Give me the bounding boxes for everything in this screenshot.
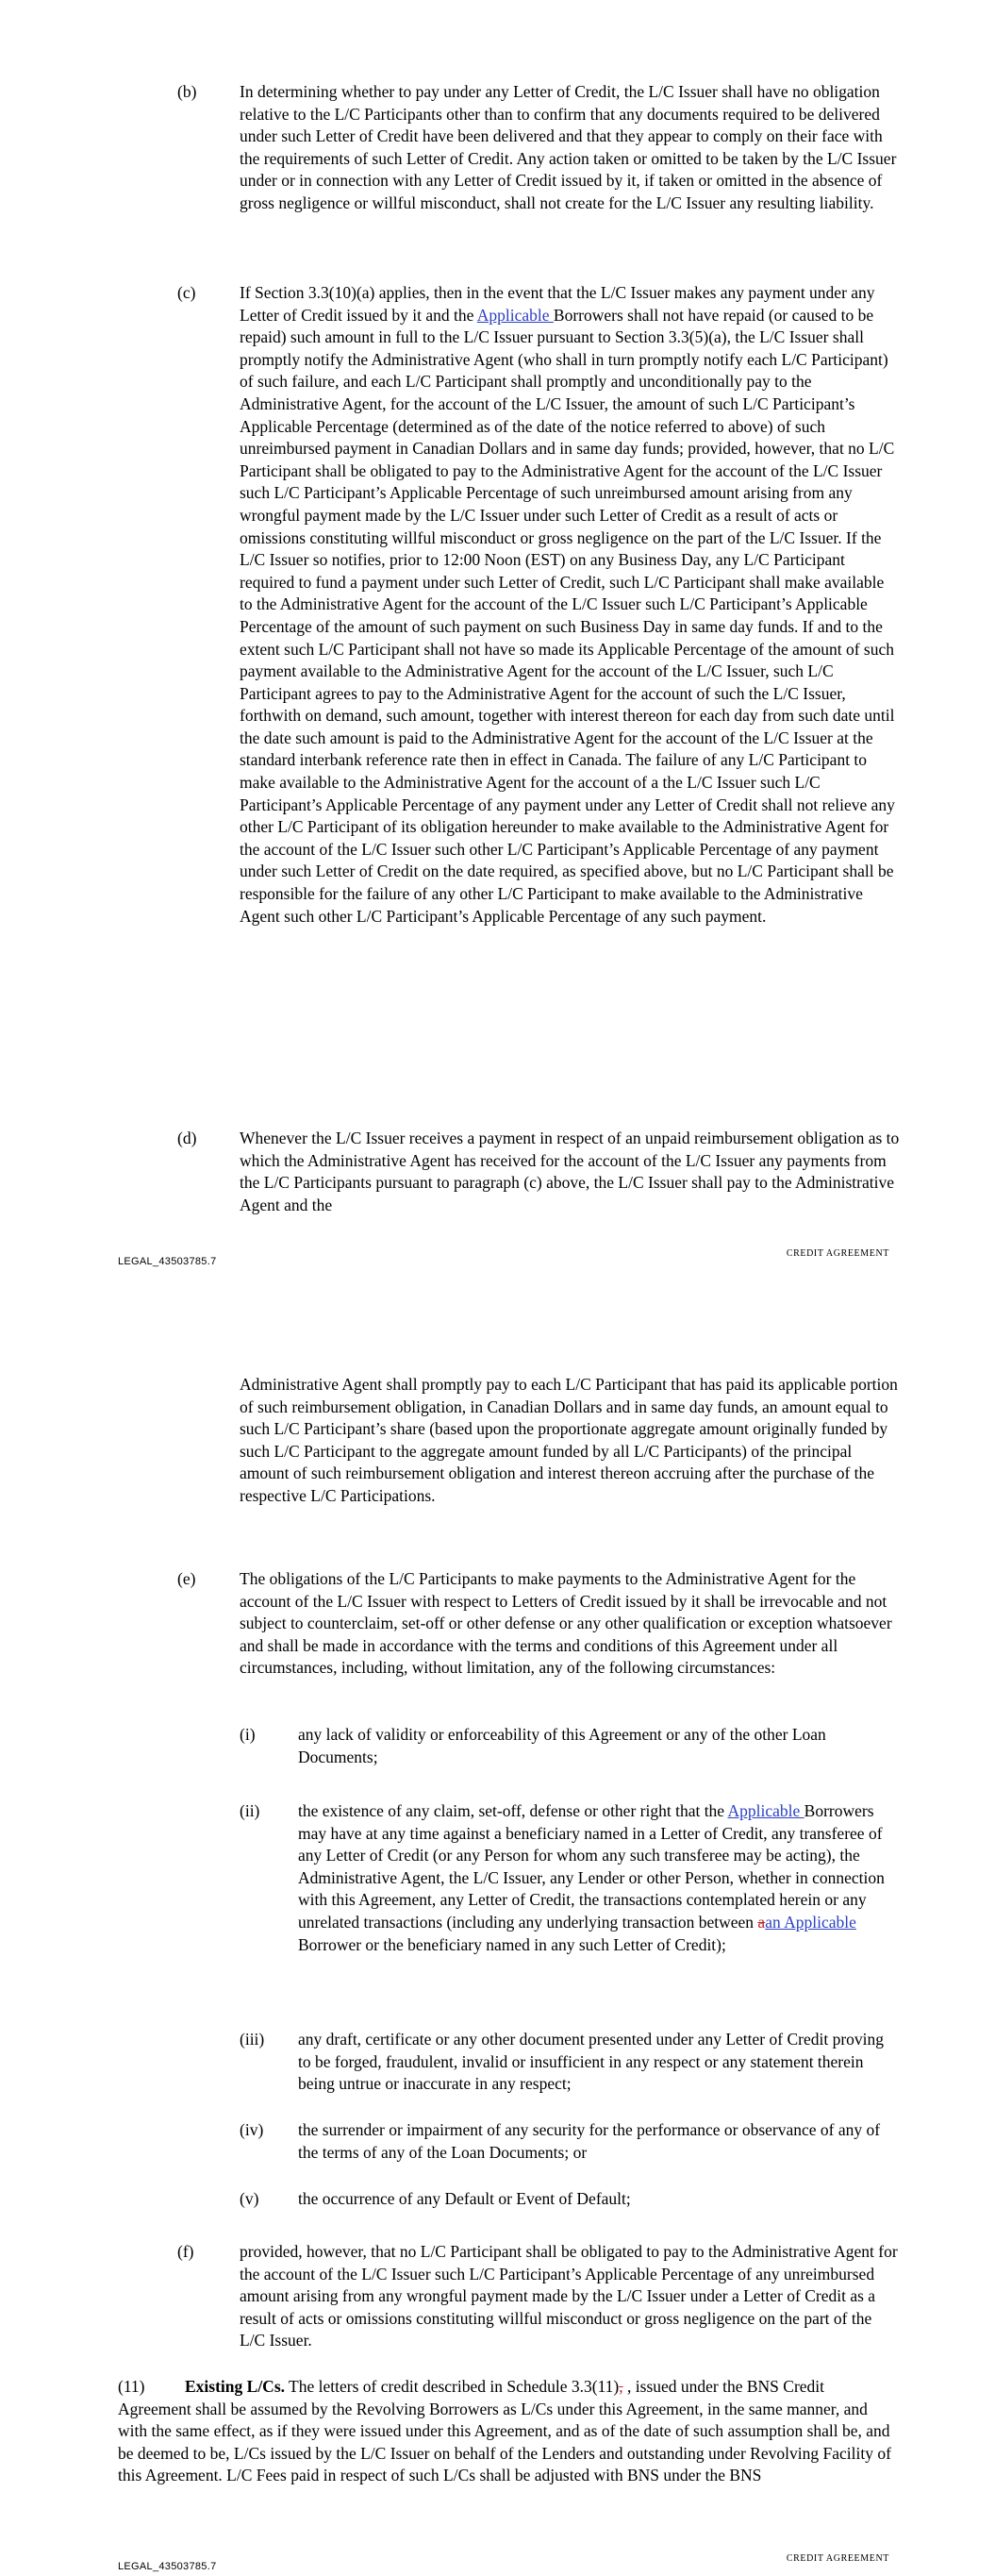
- item-iii-text: any draft, certificate or any other document presented under any Letter of Credit proving to be forged, fraudulent, invalid or insufficient in any respect or any statement therein being untrue or inaccurate in any respect;: [298, 2030, 885, 2094]
- deleted-text: ,: [619, 2377, 623, 2396]
- section-11-heading: Existing L/Cs.: [185, 2377, 285, 2396]
- item-i-label: (i): [240, 1725, 256, 1744]
- item-i-text: any lack of validity or enforceability of this Agreement or any of the other Loan Documents;: [298, 1725, 826, 1766]
- item-ii-text-after: Borrower or the beneficiary named in any such Letter of Credit);: [298, 1934, 726, 1954]
- footer-doc-id: LEGAL_43503785.7: [118, 2561, 217, 2572]
- paragraph-e-label: (e): [177, 1569, 196, 1588]
- item-iv-text: the surrender or impairment of any security for the performance or observance of any of the terms of any of the Loan Documents; or: [298, 2120, 881, 2162]
- section-11-text-after: , issued under the BNS Credit Agreement shall be assumed by the Revolving Borrowers as L/Cs under this Agreement, in the same manner, and with the same effect, as if they were issued under this Agreement, and as of the date of such assumption shall be, and be deemed to be, L/Cs issued by the L/C Issuer on behalf of the Lenders and outstanding under Revolving Facility of this Agreement. L/C Fees paid in respect of such L/Cs shall be adjusted with BNS under the BNS: [118, 2377, 891, 2485]
- inserted-text: Applicable: [476, 305, 554, 325]
- footer-title: CREDIT AGREEMENT: [786, 1248, 889, 1259]
- inserted-text: an Applicable: [765, 1912, 856, 1932]
- footer-title: CREDIT AGREEMENT: [786, 2553, 889, 2564]
- item-v-label: (v): [240, 2189, 259, 2208]
- paragraph-b-text: In determining whether to pay under any Letter of Credit, the L/C Issuer shall have no obligation relative to the L/C Participants other than to confirm that any documents required to be delivered under such Letter of Credit have been delivered and that they appear to comply on their face with the requirements of such Letter of Credit. Any action taken or omitted to be taken by the L/C Issuer under or in connection with any Letter of Credit issued by it, if taken or omitted in the absence of gross negligence or willful misconduct, shall not create for the L/C Issuer any resulting liability.: [240, 82, 897, 212]
- item-iv-label: (iv): [240, 2120, 264, 2139]
- section-11-label: (11): [118, 2377, 145, 2396]
- footer-doc-id: LEGAL_43503785.7: [118, 1256, 217, 1267]
- paragraph-f-text: provided, however, that no L/C Participant shall be obligated to pay to the Administrative Agent for the account of the L/C Issuer such L/C Participant’s Applicable Percentage of any unreimbursed amount arising from any wrongful payment made by the L/C Issuer under a Letter of Credit as a result of acts or omissions constituting willful misconduct or gross negligence on the part of the L/C Issuer.: [240, 2242, 898, 2350]
- document-page-1: [0, 0, 995, 1267]
- paragraph-d-continued: Administrative Agent shall promptly pay to each L/C Participant that has paid its applicable portion of such reimbursement obligation, in Canadian Dollars and in same day funds, an amount equal to such L/C Participant’s share (based upon the proportionate aggregate amount originally funded by such L/C Participant to the aggregate amount funded by all L/C Participants) of the principal amount of such reimbursement obligation and interest thereon accruing after the purchase of the respective L/C Participations.: [240, 1375, 898, 1505]
- paragraph-d-text: Whenever the L/C Issuer receives a payment in respect of an unpaid reimbursement obligation as to which the Administrative Agent has received for the account of the L/C Issuer any payments from the L/C Participants pursuant to paragraph (c) above, the L/C Issuer shall pay to the Administrative Agent and the: [240, 1129, 900, 1214]
- paragraph-d-label: (d): [177, 1129, 197, 1147]
- paragraph-c-text-before: If Section 3.3(10)(a) applies, then in the event that the L/C Issuer makes any payment under any Letter of Credit issued by it and the: [240, 283, 875, 325]
- deleted-text: a: [757, 1912, 766, 1932]
- section-11-text-before: The letters of credit described in Schedule 3.3(11): [285, 2377, 620, 2396]
- paragraph-c-label: (c): [177, 283, 196, 302]
- paragraph-b-label: (b): [177, 82, 197, 101]
- item-ii-label: (ii): [240, 1801, 260, 1820]
- item-ii-text-before: the existence of any claim, set-off, defense or other right that the: [298, 1801, 728, 1820]
- inserted-text: Applicable: [727, 1801, 804, 1820]
- paragraph-c-text-after: Borrowers shall not have repaid (or caused to be repaid) such amount in full to the L/C Issuer pursuant to Section 3.3(5)(a), the L/C Issuer shall promptly notify the Administrative Agent (who shall in turn promptly notify each L/C Participant) of such failure, and each L/C Participant shall promptly and unconditionally pay to the Administrative Agent, for the account of the L/C Issuer, the amount of such L/C Participant’s Applicable Percentage (determined as of the date of the notice referred to above) of such unreimbursed payment in Canadian Dollars and in same day funds; provided, however, that no L/C Participant shall be obligated to pay to the Administrative Agent for the account of the L/C Issuer such L/C Participant’s Applicable Percentage of such unreimbursed amount arising from any wrongful payment made by the L/C Issuer under such Letter of Credit as a result of acts or omissions constituting willful misconduct or gross negligence on the part of the L/C Issuer. If the L/C Issuer so notifies, prior to 12:00 Noon (EST) on any Business Day, any L/C Participant required to fund a payment under such Letter of Credit, such L/C Participant shall make available to the Administrative Agent for the account of the L/C Issuer such L/C Participant’s Applicable Percentage of the amount of such payment on such Business Day in same day funds. If and to the extent such L/C Participant shall not have so made its Applicable Percentage of the amount of such payment available to the Administrative Agent for the account of the L/C Issuer, such L/C Participant agrees to pay to the Administrative Agent for the account of such the L/C Issuer, forthwith on demand, such amount, together with interest thereon for each day from such date until the date such amount is paid to the Administrative Agent for the account of the L/C Issuer at the standard interbank reference rate then in effect in Canada. The failure of any L/C Participant to make available to the Administrative Agent for the account of a the L/C Issuer such L/C Participant’s Applicable Percentage of any payment under any Letter of Credit shall not relieve any other L/C Participant of its obligation hereunder to make available to the Administrative Agent for the account of the L/C Issuer such other L/C Participant’s Applicable Percentage of any payment under such Letter of Credit on the date required, as specified above, but no L/C Participant shall be responsible for the failure of any other L/C Participant to make available to the Administrative Agent such other L/C Participant’s Applicable Percentage of any such payment.: [240, 305, 895, 926]
- section-11-text: [118, 2376, 900, 2487]
- document-page-2: [0, 1264, 995, 2576]
- item-ii-text: [298, 1800, 900, 1956]
- item-v-text: the occurrence of any Default or Event of Default;: [298, 2189, 631, 2208]
- paragraph-f-label: (f): [177, 2242, 194, 2261]
- item-iii-label: (iii): [240, 2030, 265, 2049]
- item-ii-text-mid: Borrowers may have at any time against a beneficiary named in a Letter of Credit, any transferee of any Letter of Credit (or any Person for whom any such transferee may be acting), the Administrative Agent, the L/C Issuer, any Lender or other Person, whether in connection with this Agreement, any Letter of Credit, the transactions contemplated herein or any unrelated transactions (including any underlying transaction between: [298, 1801, 885, 1932]
- paragraph-c-text: [240, 282, 900, 928]
- paragraph-e-text: The obligations of the L/C Participants to make payments to the Administrative Agent for the account of the L/C Issuer with respect to Letters of Credit issued by it shall be irrevocable and not subject to counterclaim, set-off or other defense or any other qualification or exception whatsoever and shall be made in accordance with the terms and conditions of this Agreement under all circumstances, including, without limitation, any of the following circumstances:: [240, 1569, 892, 1678]
